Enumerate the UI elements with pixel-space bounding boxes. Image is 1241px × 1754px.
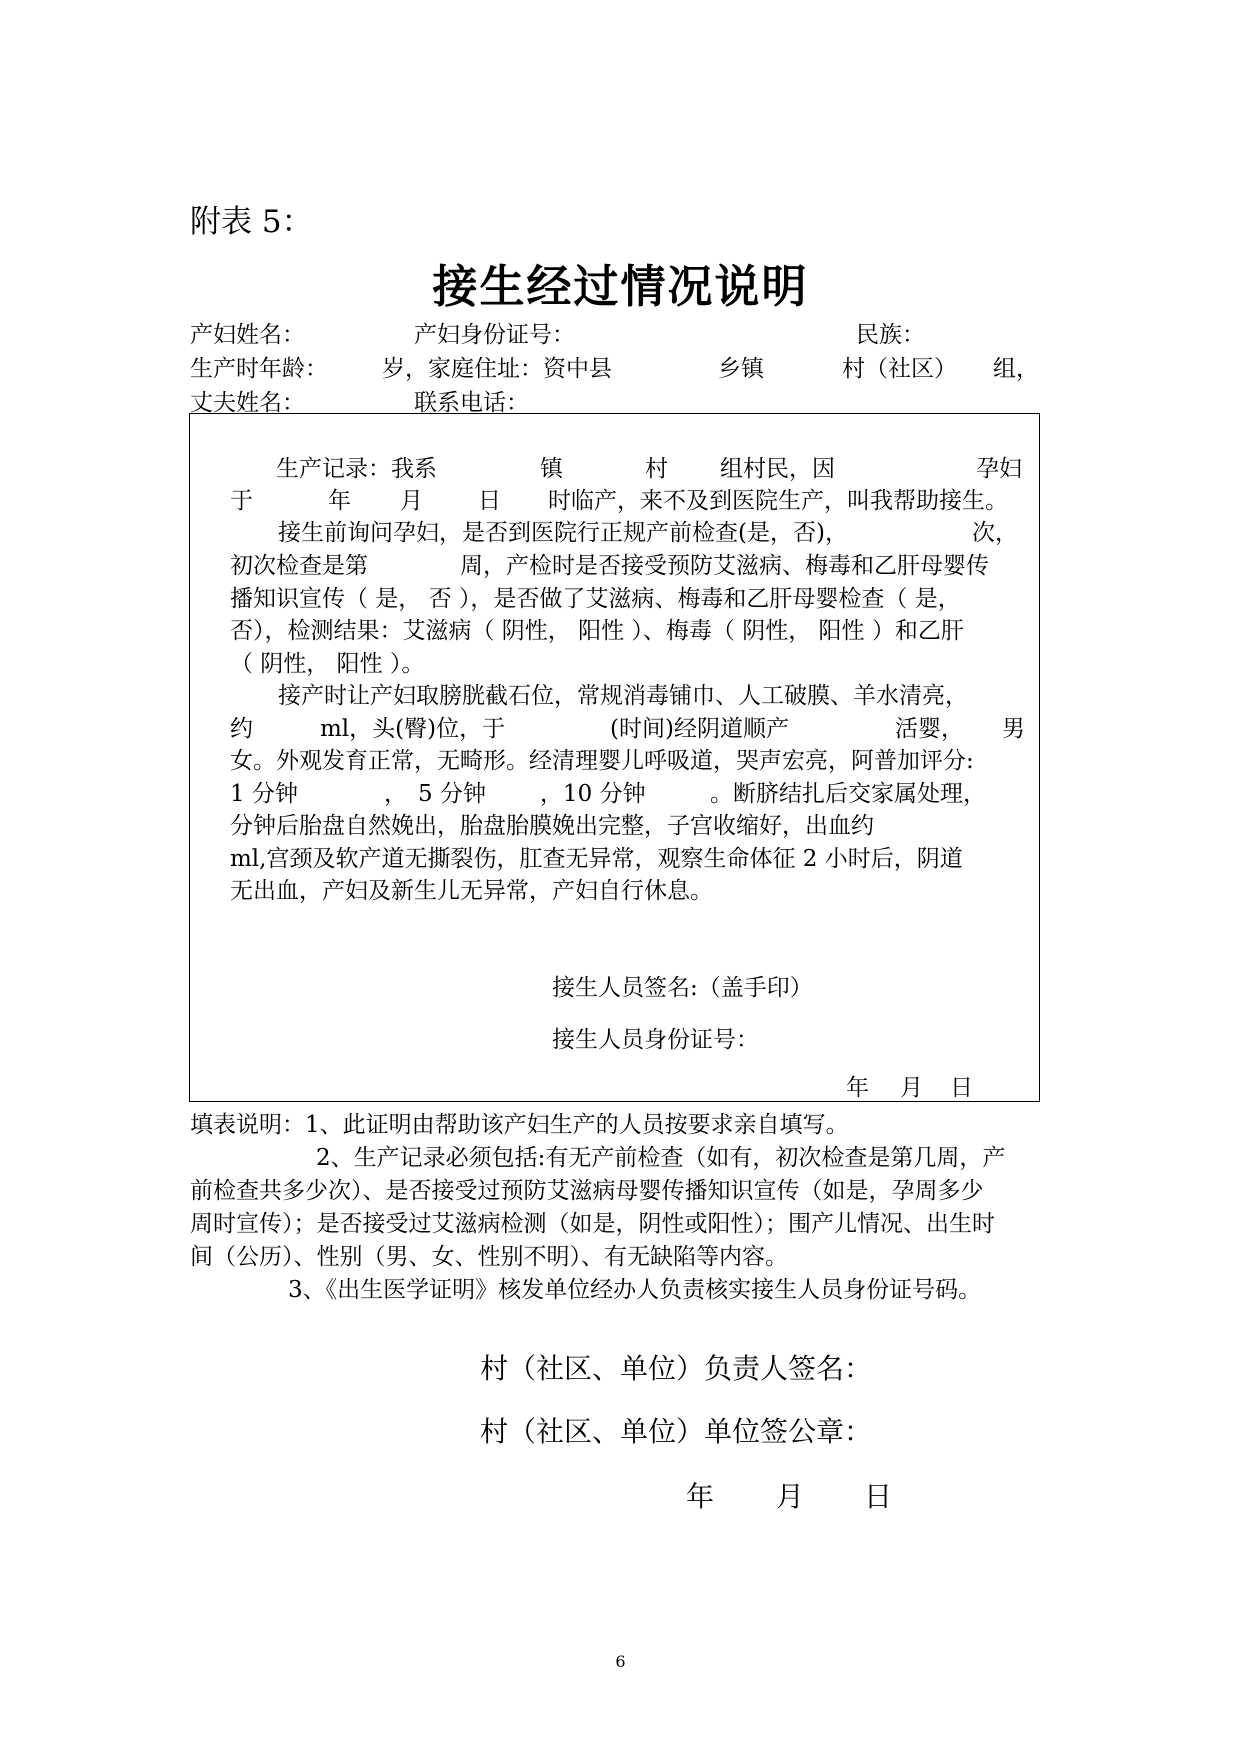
appendix-label: 附表 5： xyxy=(190,204,313,240)
mother-name-label: 产妇姓名： xyxy=(190,322,305,348)
record-date-year: 年 xyxy=(846,1075,869,1101)
record-line-9d: 活婴， xyxy=(895,716,964,742)
signoff-month: 月 xyxy=(776,1480,805,1513)
note-line-5: 间（公历）、性别（男、女、性别不明）、有无缺陷等内容。 xyxy=(190,1244,788,1270)
midwife-signature-label: 接生人员签名:（盖手印） xyxy=(552,975,813,1001)
record-line-6: 否），检测结果：艾滋病（ 阴性， 阳性 ）、梅毒（ 阴性， 阳性 ）和乙肝 xyxy=(230,618,964,644)
record-line-9c: (时间)经阴道顺产 xyxy=(610,716,789,742)
note-line-1: 填表说明：1、此证明由帮助该产妇生产的人员按要求亲自填写。 xyxy=(190,1112,849,1138)
signoff-day: 日 xyxy=(864,1480,893,1513)
village-label: 村（社区） xyxy=(842,356,957,382)
record-line-1d: 组村民，因 xyxy=(720,456,835,482)
record-line-2a: 于 xyxy=(230,488,253,514)
record-line-11c: 5 分钟 xyxy=(418,781,486,807)
record-line-11e: 。断脐结扎后交家属处理， xyxy=(710,781,986,807)
phone-label: 联系电话： xyxy=(414,390,529,416)
note-line-4: 周时宣传）；是否接受过艾滋病检测（如是，阴性或阳性）；围产儿情况、出生时 xyxy=(190,1211,995,1237)
record-line-9b: ml，头(臀)位，于 xyxy=(320,716,506,742)
record-line-1a: 生产记录：我系 xyxy=(276,456,437,482)
note-line-2: 2、生产记录必须包括:有无产前检查（如有，初次检查是第几周，产 xyxy=(316,1145,1006,1171)
record-line-7: （ 阴性， 阳性 ）。 xyxy=(230,651,425,677)
midwife-id-label: 接生人员身份证号： xyxy=(552,1027,759,1053)
record-line-2c: 月 xyxy=(400,488,423,514)
signoff-year: 年 xyxy=(686,1480,715,1513)
group-label: 组， xyxy=(993,356,1039,382)
mother-id-label: 产妇身份证号： xyxy=(414,322,575,348)
record-line-2b: 年 xyxy=(328,488,351,514)
record-line-2d: 日 xyxy=(478,488,501,514)
record-line-11d: ，10 分钟 xyxy=(540,781,646,807)
record-line-8: 接产时让产妇取膀胱截石位，常规消毒铺巾、人工破膜、羊水清亮， xyxy=(278,683,968,709)
page-number: 6 xyxy=(615,1652,626,1671)
note-line-3: 前检查共多少次）、是否接受过预防艾滋病母婴传播知识宣传（如是，孕周多少 xyxy=(190,1178,984,1204)
record-line-13: ml,宫颈及软产道无撕裂伤，肛查无异常，观察生命体征 2 小时后，阴道 xyxy=(230,846,963,872)
record-line-4a: 初次检查是第 xyxy=(230,553,368,579)
record-line-1c: 村 xyxy=(645,456,668,482)
record-line-1b: 镇 xyxy=(540,456,563,482)
age-label: 生产时年龄： xyxy=(190,356,328,382)
record-line-4b: 周，产检时是否接受预防艾滋病、梅毒和乙肝母婴传 xyxy=(460,553,989,579)
note-line-6: 3、《出生医学证明》核发单位经办人负责核实接生人员身份证号码。 xyxy=(288,1277,982,1303)
record-line-1e: 孕妇 xyxy=(976,456,1022,482)
record-line-9e: 男 xyxy=(1002,716,1025,742)
husband-name-label: 丈夫姓名： xyxy=(190,390,305,416)
unit-seal-label: 村（社区、单位）单位签公章： xyxy=(480,1415,873,1448)
record-line-11b: ， xyxy=(384,781,407,807)
record-line-10: 女。外观发育正常，无畸形。经清理婴儿呼吸道，哭声宏亮，阿普加评分: xyxy=(230,748,974,774)
record-date-month: 月 xyxy=(900,1075,923,1101)
record-line-3a: 接生前询问孕妇，是否到医院行正规产前检查(是，否)， xyxy=(278,520,848,546)
record-line-3b: 次， xyxy=(972,520,1018,546)
leader-signature-label: 村（社区、单位）负责人签名： xyxy=(480,1352,873,1385)
record-line-9a: 约 xyxy=(230,716,253,742)
record-line-2e: 时临产，来不及到医院生产，叫我帮助接生。 xyxy=(548,488,1008,514)
address-label: 岁，家庭住址：资中县 xyxy=(382,356,612,382)
record-line-14: 无出血，产妇及新生儿无异常，产妇自行休息。 xyxy=(230,878,713,904)
ethnicity-label: 民族： xyxy=(856,322,925,348)
record-date-day: 日 xyxy=(950,1075,973,1101)
record-line-12: 分钟后胎盘自然娩出，胎盘胎膜娩出完整，子宫收缩好，出血约 xyxy=(230,813,874,839)
document-title: 接生经过情况说明 xyxy=(432,260,809,313)
record-line-11a: 1 分钟 xyxy=(230,781,298,807)
record-line-5: 播知识宣传（ 是， 否 ），是否做了艾滋病、梅毒和乙肝母婴检查（ 是， xyxy=(230,586,961,612)
township-label: 乡镇 xyxy=(718,356,764,382)
